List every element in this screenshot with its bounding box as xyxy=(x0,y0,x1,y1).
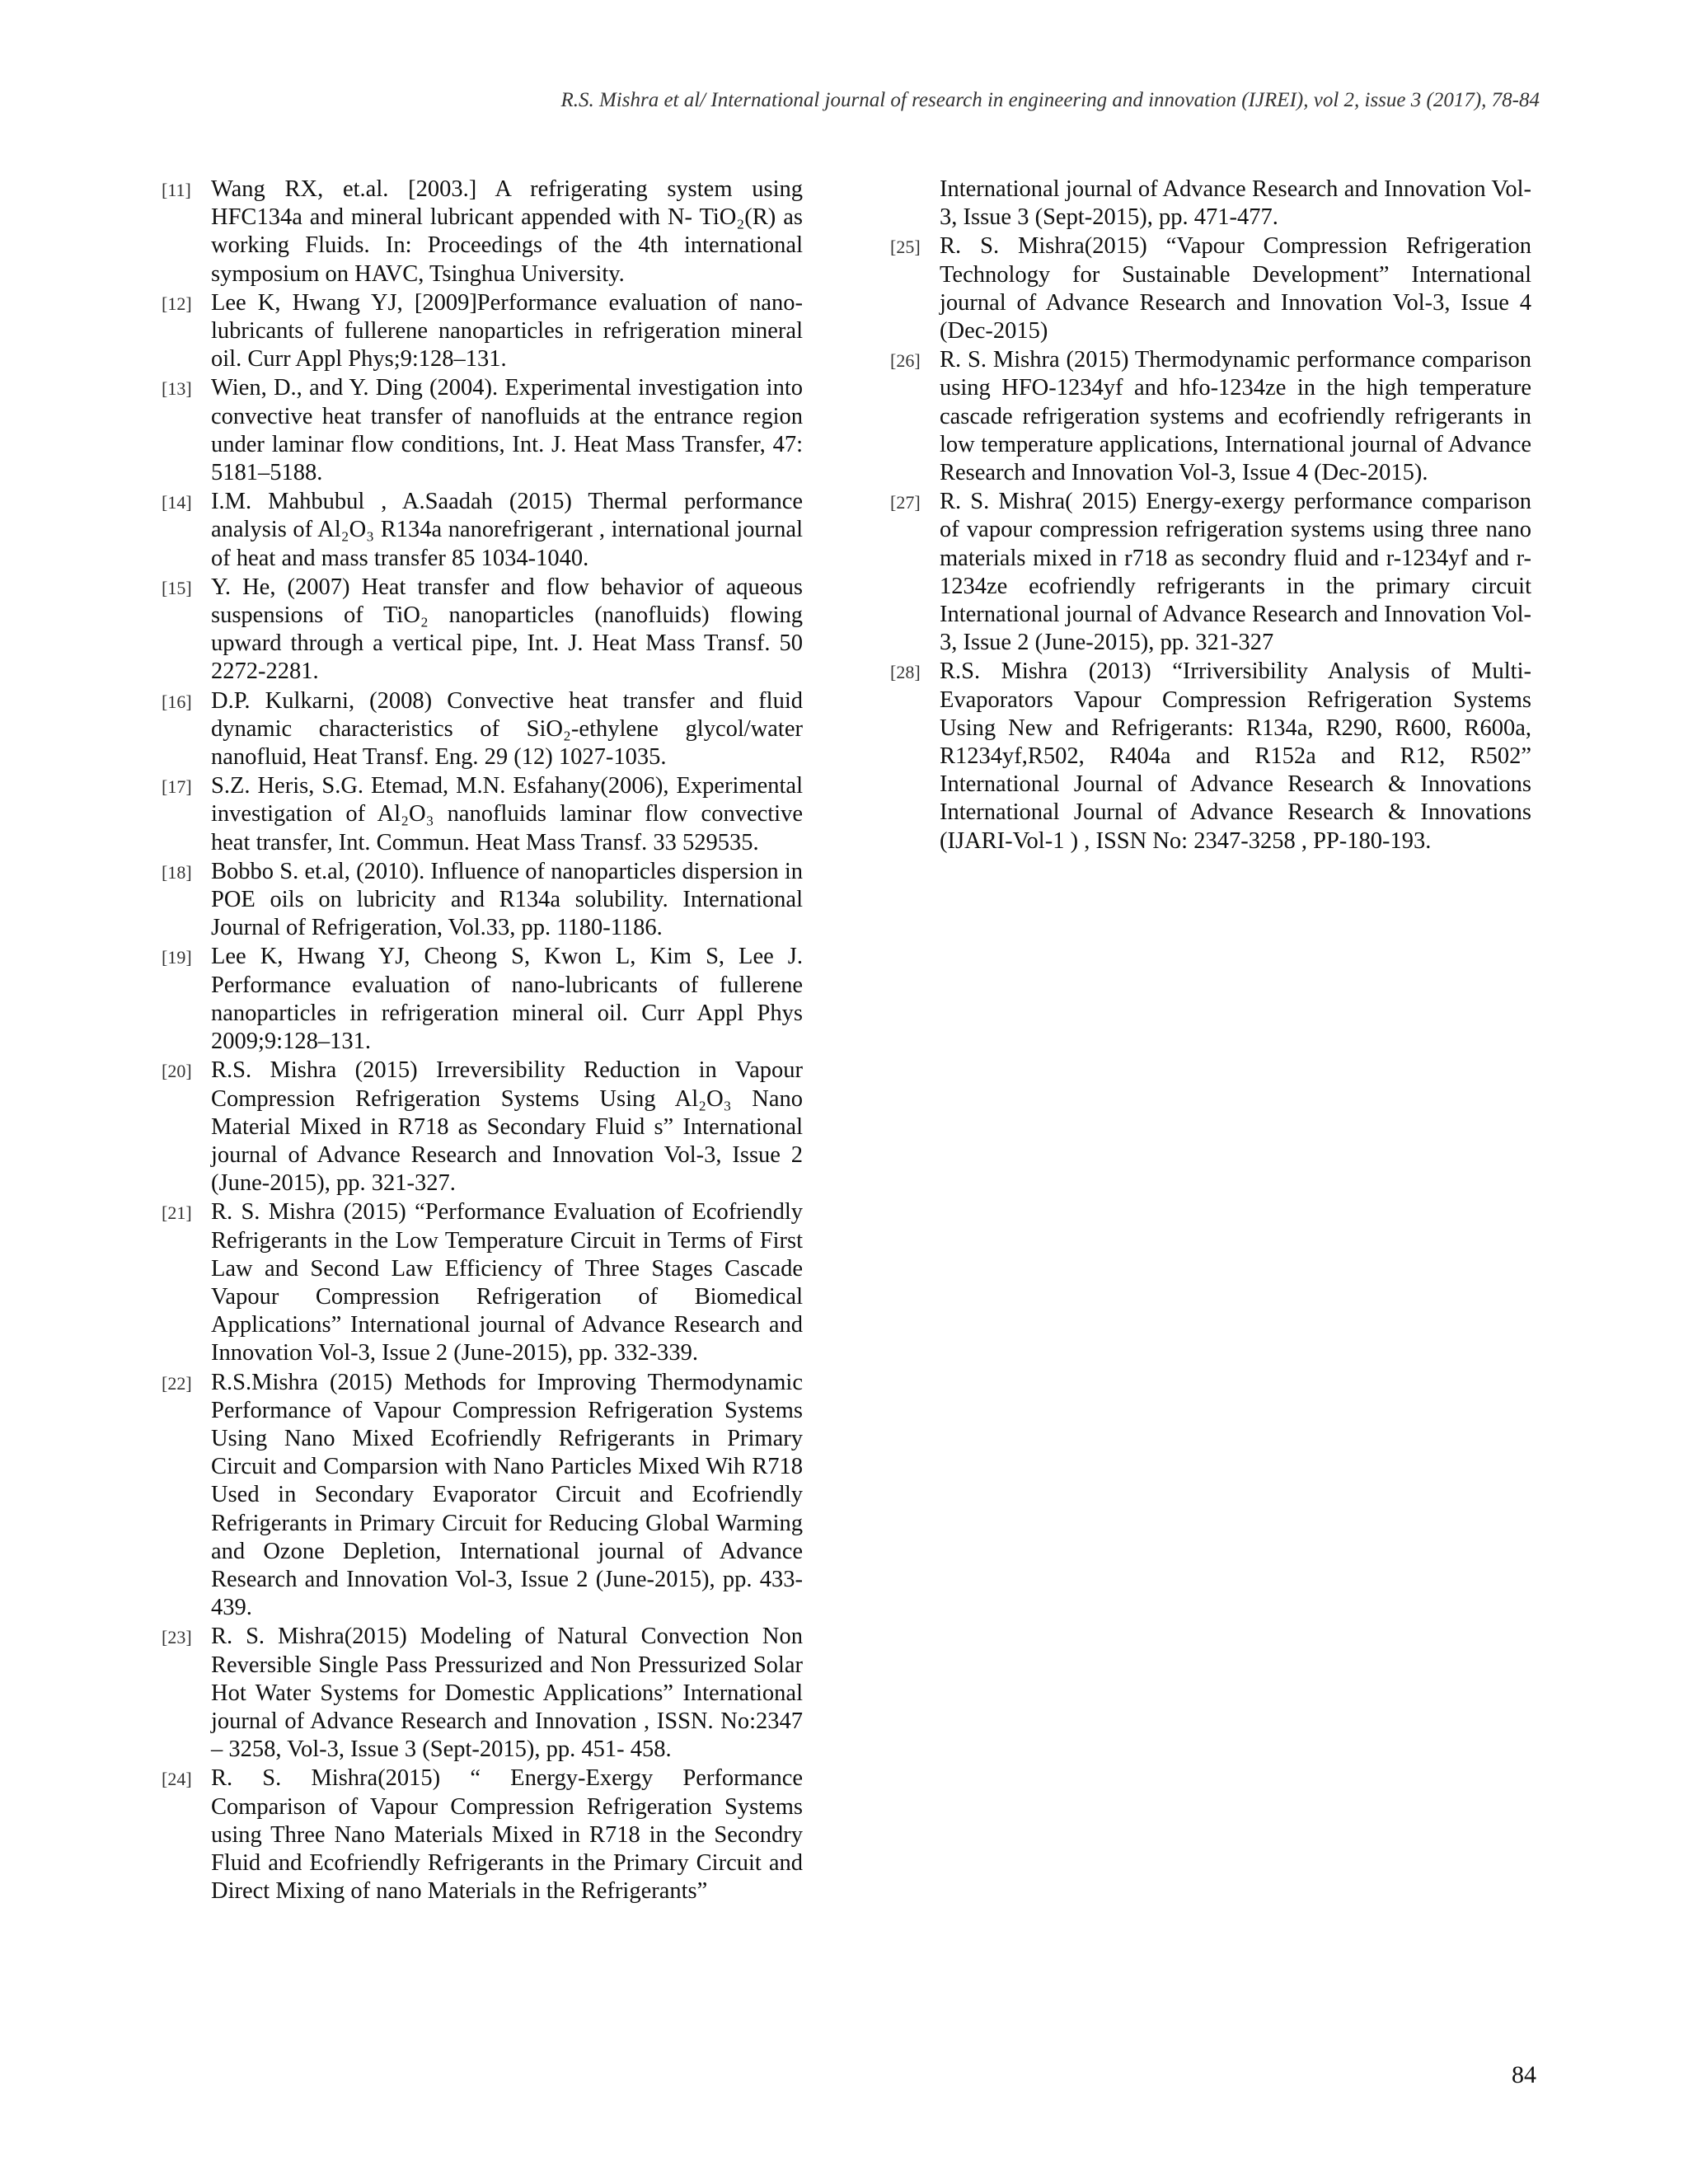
reference-item xyxy=(162,1198,803,1367)
reference-item xyxy=(162,943,803,1056)
reference-continuation: International journal of Advance Research and Innovation Vol-3, Issue 3 (Sept-2015), pp. 471-477. xyxy=(940,176,1531,231)
reference-text: R. S. Mishra(2015) Modeling of Natural Convection Non Reversible Single Pass Pressurized and Non Pressurized Solar Hot Water Systems for Domestic Applications” International journal of Advance Research and Innovation , ISSN. No:2347 – 3258, Vol-3, Issue 3 (Sept-2015), pp. 451- 458. xyxy=(211,1624,803,1763)
reference-text: I.M. Mahbubul , A.Saadah (2015) Thermal performance analysis of Al₂O₃ R134a nanorefrigerant , international journal of heat and mass transfer 85 1034-1040. xyxy=(211,489,803,571)
reference-text: Bobbo S. et.al, (2010). Influence of nanoparticles dispersion in POE oils on lubricity and R134a solubility. International Journal of Refrigeration, Vol.33, pp. 1180-1186. xyxy=(211,858,803,941)
reference-number: [25] xyxy=(890,237,921,258)
reference-item xyxy=(162,1369,803,1623)
reference-text: Wang RX, et.al. [2003.] A refrigerating system using HFC134a and mineral lubricant appended with N- TiO₂(R) as working Fluids. In: Proceedings of the 4th international symposium on HAVC, Tsinghua University. xyxy=(211,176,803,287)
reference-number: [12] xyxy=(162,293,192,314)
reference-item xyxy=(890,488,1531,657)
reference-number: [26] xyxy=(890,350,921,372)
reference-number: [22] xyxy=(162,1372,192,1394)
reference-item xyxy=(162,772,803,857)
reference-text: R. S. Mishra(2015) “Vapour Compression Refrigeration Technology for Sustainable Development” International journal of Advance Research and Innovation Vol-3, Issue 4 (Dec-2015) xyxy=(940,233,1531,344)
reference-item xyxy=(162,1623,803,1764)
reference-number: [13] xyxy=(162,378,192,400)
reference-text: R. S. Mishra (2015) “Performance Evaluation of Ecofriendly Refrigerants in the Low Temperature Circuit in Terms of First Law and Second Law Efficiency of Three Stages Cascade Vapour Compression Refrigeration of Biomedical Applications” International journal of Advance Research and Innovation Vol-3, Issue 2 (June-2015), pp. 332-339. xyxy=(211,1199,803,1366)
references-right-column xyxy=(890,176,1531,856)
reference-number: [18] xyxy=(162,861,192,883)
page-number: 84 xyxy=(1512,2061,1536,2088)
reference-number: [23] xyxy=(162,1627,192,1648)
reference-number: [19] xyxy=(162,947,192,968)
reference-text: S.Z. Heris, S.G. Etemad, M.N. Esfahany(2006), Experimental investigation of Al₂O₃ nanofluids laminar flow convective heat transfer, Int. Commun. Heat Mass Transf. 33 529535. xyxy=(211,773,803,855)
reference-text: Y. He, (2007) Heat transfer and flow behavior of aqueous suspensions of TiO₂ nanoparticles (nanofluids) flowing upward through a vertical pipe, Int. J. Heat Mass Transf. 50 2272-2281. xyxy=(211,574,803,685)
reference-text: Lee K, Hwang YJ, Cheong S, Kwon L, Kim S, Lee J. Performance evaluation of nano-lubricants of fullerene nanoparticles in refrigeration mineral oil. Curr Appl Phys 2009;9:128–131. xyxy=(211,944,803,1055)
reference-number: [20] xyxy=(162,1061,192,1082)
reference-number: [16] xyxy=(162,691,192,712)
reference-item xyxy=(162,1765,803,1905)
reference-item xyxy=(162,176,803,288)
reference-item xyxy=(162,574,803,687)
reference-item xyxy=(890,346,1531,487)
reference-number: [14] xyxy=(162,492,192,513)
reference-text: R. S. Mishra (2015) Thermodynamic performance comparison using HFO-1234yf and hfo-1234ze in the high temperature cascade refrigeration systems and ecofriendly refrigerants in low temperature applications, International journal of Advance Research and Innovation Vol-3, Issue 4 (Dec-2015). xyxy=(940,347,1531,486)
reference-number: [11] xyxy=(162,180,191,200)
running-header: R.S. Mishra et al/ International journal of research in engineering and innovation (IJREI), vol 2, issue 3 (2017), 78-84 xyxy=(560,89,1540,111)
reference-number: [15] xyxy=(162,577,192,598)
reference-text: R.S.Mishra (2015) Methods for Improving Thermodynamic Performance of Vapour Compression Refrigeration Systems Using Nano Mixed Ecofriendly Refrigerants in Primary Circuit and Comparsion with Nano Particles Mixed Wih R718 Used in Secondary Evaporator Circuit and Ecofriendly Refrigerants in Primary Circuit for Reducing Global Warming and Ozone Depletion, International journal of Advance Research and Innovation Vol-3, Issue 2 (June-2015), pp. 433-439. xyxy=(211,1369,803,1621)
reference-number: [17] xyxy=(162,776,192,798)
reference-item xyxy=(162,289,803,374)
reference-text: Lee K, Hwang YJ, [2009]Performance evaluation of nano-lubricants of fullerene nanoparticles in refrigeration mineral oil. Curr Appl Phys;9:128–131. xyxy=(211,289,803,373)
reference-text: R.S. Mishra (2013) “Irriversibility Analysis of Multi-Evaporators Vapour Compression Refrigeration Systems Using New and Refrigerants: R134a, R290, R600, R600a, R1234yf,R502, R404a and R152a and R12, R502” International Journal of Advance Research & Innovations International Journal of Advance Research & Innovations (IJARI-Vol-1 ) , ISSN No: 2347-3258 , PP-180-193. xyxy=(940,658,1531,854)
reference-text: R. S. Mishra(2015) “ Energy-Exergy Performance Comparison of Vapour Compression Refrigeration Systems using Three Nano Materials Mixed in R718 in the Secondry Fluid and Ecofriendly Refrigerants in the Primary Circuit and Direct Mixing of nano Materials in the Refrigerants” xyxy=(211,1765,803,1905)
reference-number: [24] xyxy=(162,1769,192,1790)
reference-text: R. S. Mishra( 2015) Energy-exergy performance comparison of vapour compression refrigeration systems using three nano materials mixed in r718 as secondry fluid and r-1234yf and r-1234ze ecofriendly refrigerants in the primary circuit International journal of Advance Research and Innovation Vol-3, Issue 2 (June-2015), pp. 321-327 xyxy=(940,489,1531,656)
reference-item xyxy=(890,232,1531,345)
reference-text: D.P. Kulkarni, (2008) Convective heat transfer and fluid dynamic characteristics of SiO₂-ethylene glycol/water nanofluid, Heat Transf. Eng. 29 (12) 1027-1035. xyxy=(211,687,803,771)
reference-item xyxy=(162,687,803,772)
reference-item xyxy=(162,488,803,573)
reference-item xyxy=(162,374,803,487)
reference-item xyxy=(162,858,803,943)
references-left-column xyxy=(162,176,803,1906)
reference-number: [27] xyxy=(890,492,921,513)
reference-text: Wien, D., and Y. Ding (2004). Experimental investigation into convective heat transfer of nanofluids at the entrance region under laminar flow conditions, Int. J. Heat Mass Transfer, 47: 5181–5188. xyxy=(211,375,803,486)
reference-item xyxy=(162,1057,803,1197)
reference-text: R.S. Mishra (2015) Irreversibility Reduction in Vapour Compression Refrigeration Systems Using Al₂O₃ Nano Material Mixed in R718 as Secondary Fluid s” International journal of Advance Research and Innovation Vol-3, Issue 2 (June-2015), pp. 321-327. xyxy=(211,1057,803,1197)
reference-number: [28] xyxy=(890,662,921,683)
reference-item xyxy=(890,658,1531,855)
reference-number: [21] xyxy=(162,1202,192,1224)
